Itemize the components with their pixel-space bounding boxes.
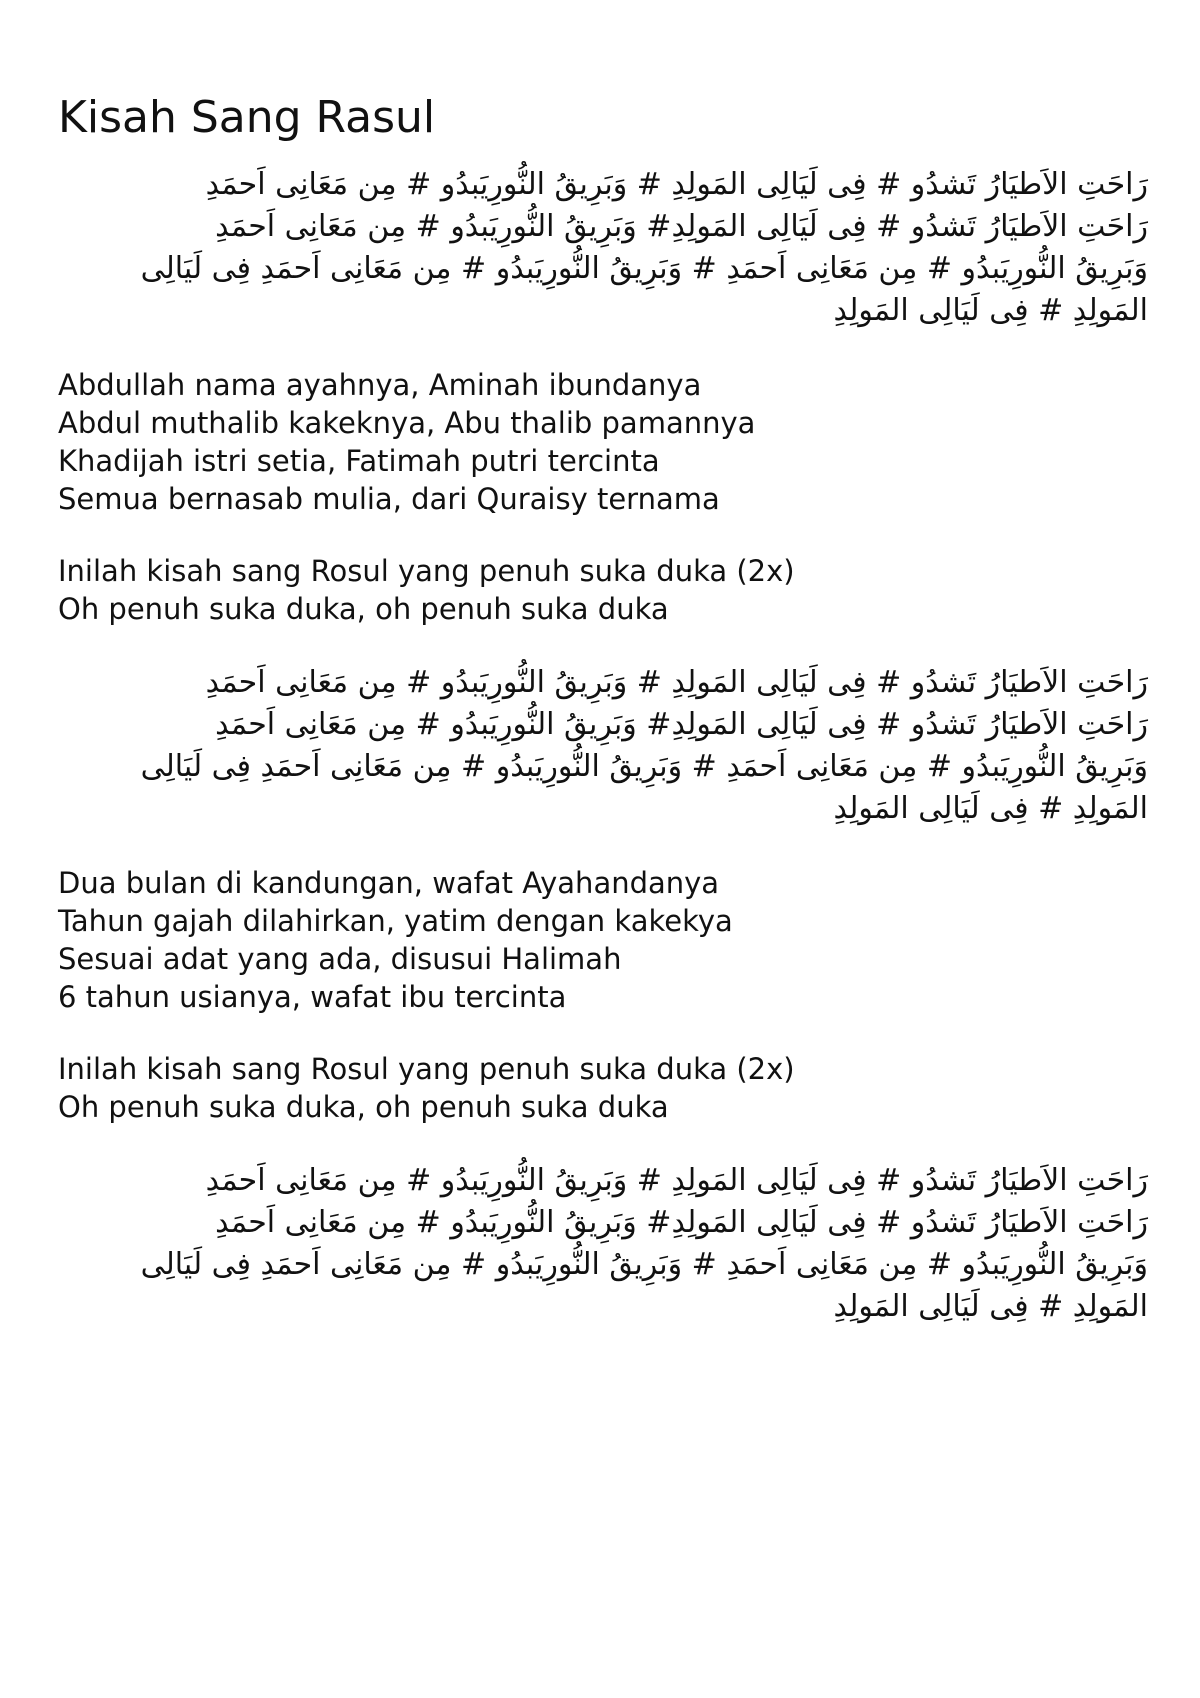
chorus-2 bbox=[58, 1050, 1148, 1126]
arabic-line: وَبَرِيقُ النُّورِيَبدُو # مِن مَعَانِى اَحمَدِ # وَبَرِيقُ النُّورِيَبدُو # مِن مَعَانِى اَحمَدِ فِى لَيَالِى المَولِدِ # فِى لَيَالِى المَولِدِ bbox=[140, 251, 1148, 328]
verse-line: Sesuai adat yang ada, disusui Halimah bbox=[58, 942, 622, 976]
verse-line: Semua bernasab mulia, dari Quraisy ternama bbox=[58, 482, 720, 516]
arabic-refrain-1 bbox=[58, 164, 1148, 332]
verse-2 bbox=[58, 864, 1148, 1016]
chorus-line: Inilah kisah sang Rosul yang penuh suka duka (2x) bbox=[58, 1052, 795, 1086]
arabic-line: رَاحَتِ الاَطيَارُ تَشدُو # فِى لَيَالِى المَولِدِ# وَبَرِيقُ النُّورِيَبدُو # مِن مَعَانِى اَحمَدِ bbox=[215, 1205, 1148, 1240]
arabic-line: رَاحَتِ الاَطيَارُ تَشدُو # فِى لَيَالِى المَولِدِ # وَبَرِيقُ النُّورِيَبدُو # مِن مَعَانِى اَحمَدِ bbox=[205, 167, 1148, 202]
verse-line: Dua bulan di kandungan, wafat Ayahandanya bbox=[58, 866, 720, 900]
arabic-refrain-3 bbox=[58, 1160, 1148, 1328]
arabic-line: رَاحَتِ الاَطيَارُ تَشدُو # فِى لَيَالِى المَولِدِ # وَبَرِيقُ النُّورِيَبدُو # مِن مَعَانِى اَحمَدِ bbox=[205, 665, 1148, 700]
verse-1 bbox=[58, 366, 1148, 518]
arabic-refrain-2 bbox=[58, 662, 1148, 830]
arabic-line: وَبَرِيقُ النُّورِيَبدُو # مِن مَعَانِى اَحمَدِ # وَبَرِيقُ النُّورِيَبدُو # مِن مَعَانِى اَحمَدِ فِى لَيَالِى المَولِدِ # فِى لَيَالِى المَولِدِ bbox=[140, 749, 1148, 826]
chorus-line: Oh penuh suka duka, oh penuh suka duka bbox=[58, 592, 669, 626]
arabic-line: رَاحَتِ الاَطيَارُ تَشدُو # فِى لَيَالِى المَولِدِ# وَبَرِيقُ النُّورِيَبدُو # مِن مَعَانِى اَحمَدِ bbox=[215, 707, 1148, 742]
verse-line: Abdullah nama ayahnya, Aminah ibundanya bbox=[58, 368, 702, 402]
lyrics-page bbox=[58, 90, 1148, 1328]
arabic-line: رَاحَتِ الاَطيَارُ تَشدُو # فِى لَيَالِى المَولِدِ# وَبَرِيقُ النُّورِيَبدُو # مِن مَعَانِى اَحمَدِ bbox=[215, 209, 1148, 244]
arabic-line: وَبَرِيقُ النُّورِيَبدُو # مِن مَعَانِى اَحمَدِ # وَبَرِيقُ النُّورِيَبدُو # مِن مَعَانِى اَحمَدِ فِى لَيَالِى المَولِدِ # فِى لَيَالِى المَولِدِ bbox=[140, 1247, 1148, 1324]
verse-line: Khadijah istri setia, Fatimah putri tercinta bbox=[58, 444, 660, 478]
verse-line: Abdul muthalib kakeknya, Abu thalib pamannya bbox=[58, 406, 756, 440]
arabic-line: رَاحَتِ الاَطيَارُ تَشدُو # فِى لَيَالِى المَولِدِ # وَبَرِيقُ النُّورِيَبدُو # مِن مَعَانِى اَحمَدِ bbox=[205, 1163, 1148, 1198]
chorus-line: Oh penuh suka duka, oh penuh suka duka bbox=[58, 1090, 669, 1124]
verse-line: 6 tahun usianya, wafat ibu tercinta bbox=[58, 980, 567, 1014]
chorus-line: Inilah kisah sang Rosul yang penuh suka duka (2x) bbox=[58, 554, 795, 588]
verse-line: Tahun gajah dilahirkan, yatim dengan kakekya bbox=[58, 904, 733, 938]
chorus-1 bbox=[58, 552, 1148, 628]
page-title: Kisah Sang Rasul bbox=[58, 92, 436, 143]
